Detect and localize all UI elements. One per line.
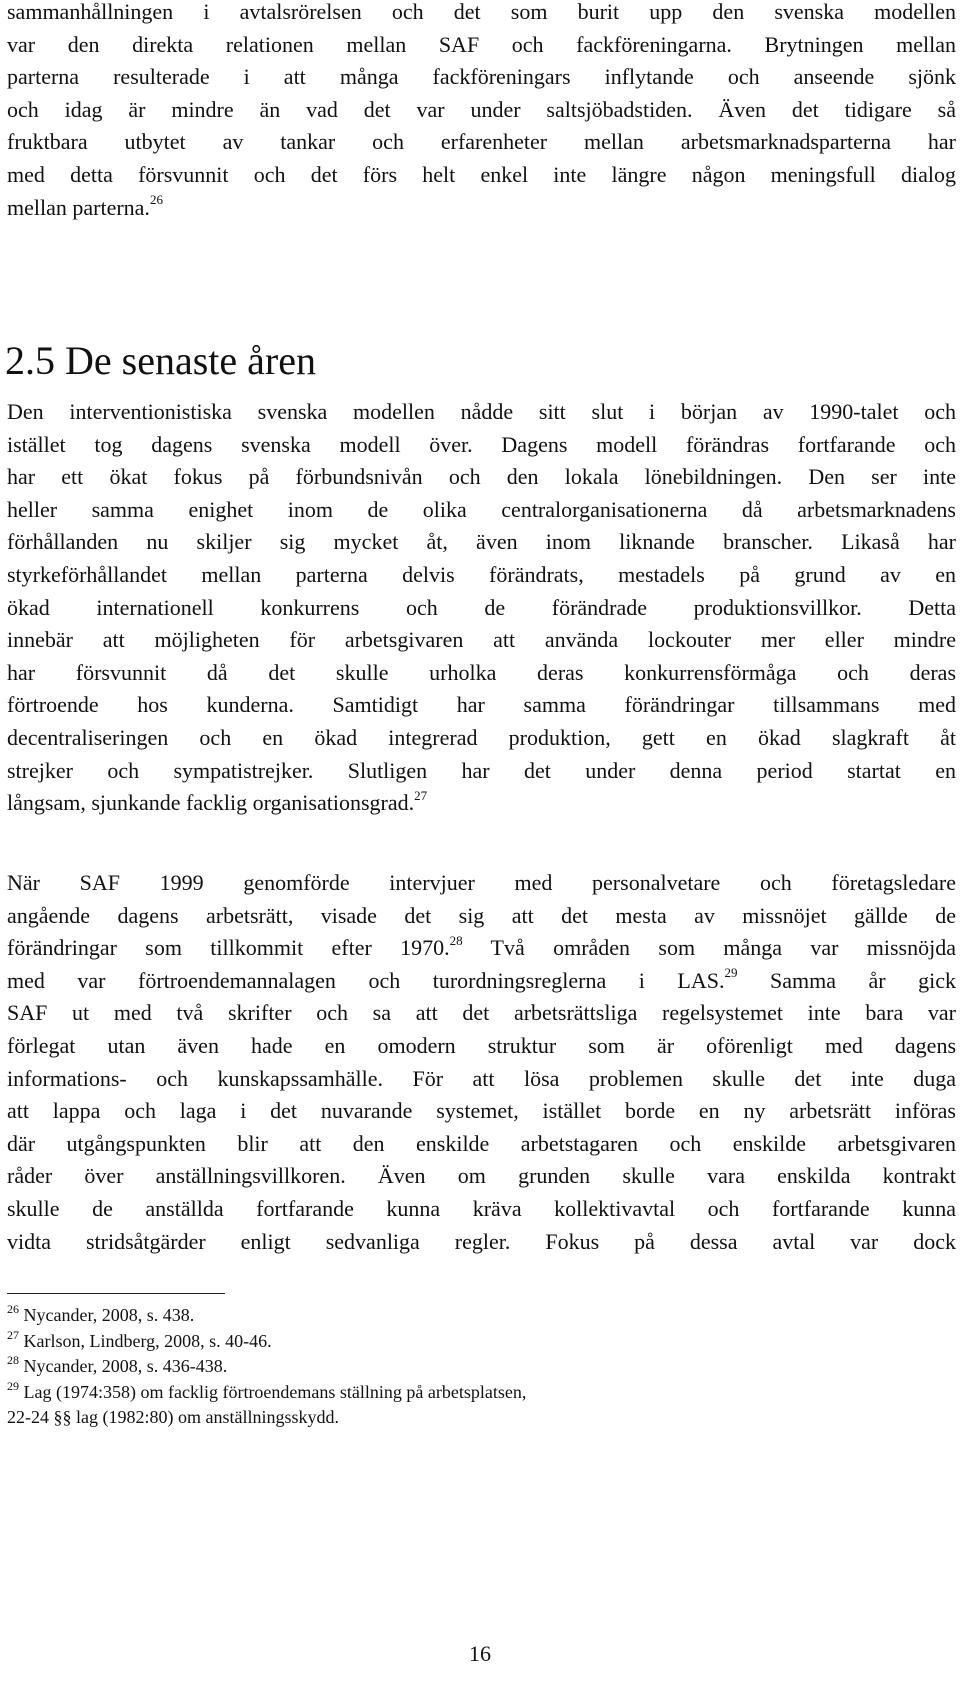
text-line: heller samma enighet inom de olika centralorganisationerna då arbetsmarknadens <box>7 496 956 522</box>
text-line: parterna resulterade i att många fackföreningars inflytande och anseende sjönk <box>7 64 956 90</box>
text-line: angående dagens arbetsrätt, visade det sig att det mesta av missnöjet gällde de <box>7 902 956 928</box>
text-line: fruktbara utbytet av tankar och erfarenheter mellan arbetsmarknadsparterna har <box>7 129 956 155</box>
footnotes <box>7 1303 767 1431</box>
text-line: var den direkta relationen mellan SAF och fackföreningarna. Brytningen mellan <box>7 31 956 57</box>
text-line: innebär att möjligheten för arbetsgivaren att använda lockouter mer eller mindre <box>7 627 956 653</box>
text-line: har försvunnit då det skulle urholka deras konkurrensförmåga och deras <box>7 659 956 685</box>
text-line: sammanhållningen i avtalsrörelsen och det som burit upp den svenska modellen <box>7 0 956 24</box>
footnote-number: 28 <box>7 1353 19 1367</box>
text-line: med detta försvunnit och det förs helt enkel inte längre någon meningsfull dialog <box>7 161 956 187</box>
text-line: ökad internationell konkurrens och de förändrade produktionsvillkor. Detta <box>7 594 956 620</box>
footnote-ref: 28 <box>449 932 463 948</box>
text-line <box>7 965 956 998</box>
footnote-29-continued: 22-24 §§ lag (1982:80) om anställningsskydd. <box>7 1407 339 1427</box>
text-line: förlegat utan även hade en omodern struktur som är oförenligt med dagens <box>7 1032 956 1058</box>
footnote-number: 27 <box>7 1327 19 1342</box>
text-line: att lappa och laga i det nuvarande systemet, istället borde en ny arbetsrätt införas <box>7 1098 956 1124</box>
text-line: decentraliseringen och en ökad integrerad produktion, gett en ökad slagkraft åt <box>7 724 956 750</box>
text-line: har ett ökat fokus på förbundsnivån och den lokala lönebildningen. Den ser inte <box>7 464 956 490</box>
text-line: förtroende hos kunderna. Samtidigt har samma förändringar tillsammans med <box>7 692 956 718</box>
footnote-26 <box>7 1303 767 1329</box>
text-line: styrkeförhållandet mellan parterna delvis förändrats, mestadels på grund av en <box>7 561 956 587</box>
paragraph-3 <box>7 867 956 1258</box>
text-line: förhållanden nu skiljer sig mycket åt, även inom liknande branscher. Likaså har <box>7 529 956 555</box>
text-line-content: mellan parterna. <box>7 194 150 220</box>
footnote-number: 29 <box>7 1378 19 1393</box>
footnote-ref: 27 <box>414 787 428 803</box>
paragraph-2 <box>7 396 956 820</box>
paragraph-1 <box>7 0 956 224</box>
footnote-27 <box>7 1329 767 1355</box>
text-line-content: förändringar som tillkommit efter 1970. <box>7 935 450 961</box>
footnote-divider <box>7 1293 225 1294</box>
text-line: där utgångspunkten blir att den enskilde arbetstagaren och enskilde arbetsgivaren <box>7 1130 956 1156</box>
text-line: istället tog dagens svenska modell över. Dagens modell förändras fortfarande och <box>7 431 956 457</box>
text-line: informations- och kunskapssamhälle. För att lösa problemen skulle det inte duga <box>7 1065 956 1091</box>
page-number: 16 <box>469 1641 491 1666</box>
text-line-content: långsam, sjunkande facklig organisationsgrad. <box>7 790 415 816</box>
text-line: Den interventionistiska svenska modellen nådde sitt slut i början av 1990-talet och <box>7 399 956 424</box>
text-line <box>7 932 956 965</box>
footnote-text: Lag (1974:358) om facklig förtroendemans ställning på arbetsplatsen, <box>19 1381 527 1402</box>
footnote-28 <box>7 1354 767 1380</box>
section-heading: 2.5 De senaste åren <box>5 338 316 383</box>
text-line: vidta stridsåtgärder enligt sedvanliga regler. Fokus på dessa avtal var dock <box>7 1228 956 1254</box>
footnote-number: 26 <box>7 1302 19 1316</box>
footnote-ref: 29 <box>724 965 738 981</box>
text-line <box>7 192 956 225</box>
text-line: När SAF 1999 genomförde intervjuer med personalvetare och företagsledare <box>7 870 956 895</box>
footnote-29 <box>7 1380 767 1406</box>
text-line-content: med var förtroendemannalagen och turordningsreglerna i LAS. <box>7 967 725 993</box>
text-line-content: Samma år gick <box>737 967 956 993</box>
footnote-text: Karlson, Lindberg, 2008, s. 40-46. <box>19 1330 272 1351</box>
text-line: och idag är mindre än vad det var under saltsjöbadstiden. Även det tidigare så <box>7 96 956 122</box>
text-line: strejker och sympatistrejker. Slutligen har det under denna period startat en <box>7 757 956 783</box>
footnote-text: Nycander, 2008, s. 438. <box>19 1305 195 1325</box>
footnote-text: Nycander, 2008, s. 436-438. <box>19 1356 228 1376</box>
footnote-ref: 26 <box>149 192 163 208</box>
text-line-content: Två områden som många var missnöjda <box>462 935 956 961</box>
text-line <box>7 787 956 820</box>
text-line: SAF ut med två skrifter och sa att det arbetsrättsliga regelsystemet inte bara var <box>7 1000 956 1026</box>
text-line: råder över anställningsvillkoren. Även om grunden skulle vara enskilda kontrakt <box>7 1163 956 1189</box>
text-line: skulle de anställda fortfarande kunna kräva kollektivavtal och fortfarande kunna <box>7 1195 956 1221</box>
